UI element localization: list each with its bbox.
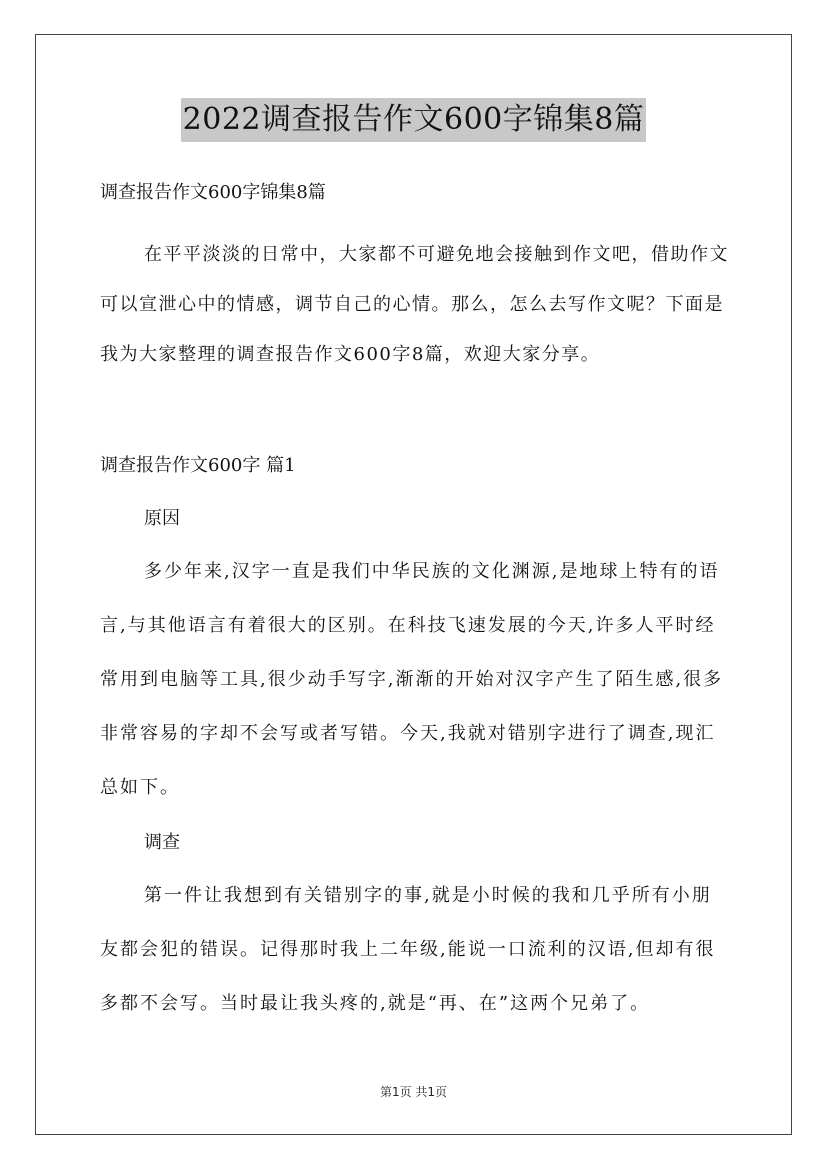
document-subtitle: 调查报告作文600字锦集8篇 bbox=[100, 182, 326, 203]
section-heading: 调查报告作文600字 篇1 bbox=[100, 455, 296, 476]
page-footer: 第1页 共1页 bbox=[379, 1085, 448, 1099]
document-title: 2022调查报告作文600字锦集8篇 bbox=[181, 98, 647, 142]
survey-heading: 调查 bbox=[144, 832, 180, 853]
survey-paragraph: 第一件让我想到有关错别字的事,就是小时候的我和几乎所有小朋友都会犯的错误。记得那时我上二年级,能说一口流利的汉语,但却有很多都不会写。当时最让我头疼的,就是“再、在”这两个兄弟了。 bbox=[100, 885, 716, 1014]
reason-paragraph: 多少年来,汉字一直是我们中华民族的文化渊源,是地球上特有的语言,与其他语言有着很大的区别。在科技飞速发展的今天,许多人平时经常用到电脑等工具,很少动手写字,渐渐的开始对汉字产生了陌生感,很多非常容易的字却不会写或者写错。今天,我就对错别字进行了调查,现汇总如下。 bbox=[100, 561, 724, 798]
reason-heading: 原因 bbox=[144, 508, 180, 529]
title-container bbox=[0, 98, 827, 142]
intro-paragraph: 在平平淡淡的日常中，大家都不可避免地会接触到作文吧，借助作文可以宣泄心中的情感，调节自己的心情。那么，怎么去写作文呢？下面是我为大家整理的调查报告作文600字8篇，欢迎大家分享。 bbox=[100, 244, 729, 365]
